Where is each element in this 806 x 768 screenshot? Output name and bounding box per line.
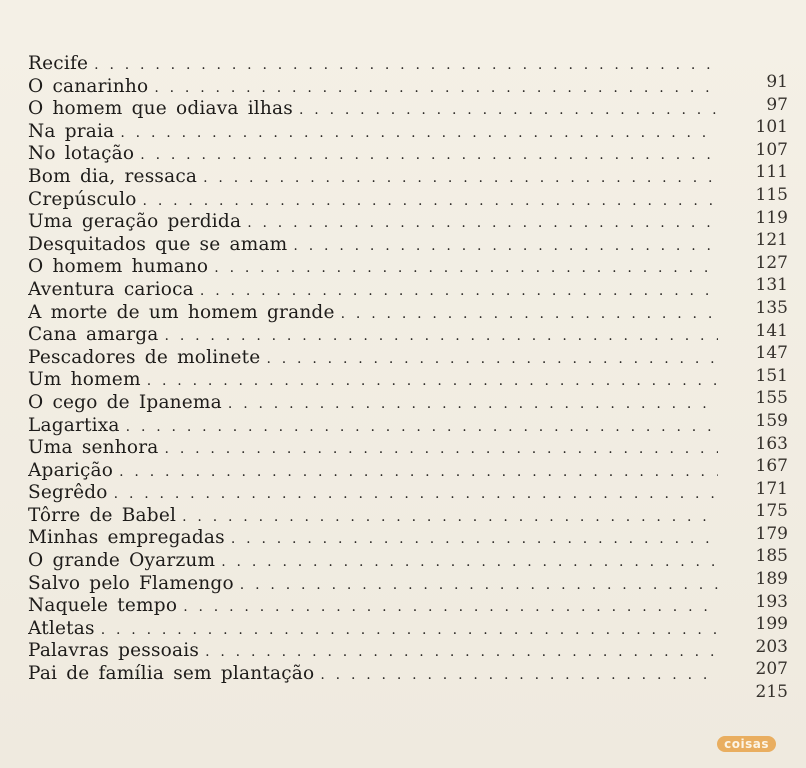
toc-entry-page: 199 — [755, 614, 788, 635]
toc-entry-title: A morte de um homem grande — [28, 301, 335, 323]
dot-leader — [228, 393, 718, 416]
dot-leader — [203, 167, 718, 190]
toc-entry-title: Uma senhora — [28, 437, 159, 459]
dot-leader — [341, 303, 718, 326]
toc-entry-title: O grande Oyarzum — [28, 550, 216, 572]
toc-entry-page: 107 — [755, 139, 788, 160]
toc-entry-page: 171 — [755, 478, 788, 499]
dot-leader — [165, 325, 718, 348]
toc-entry-page: 151 — [755, 365, 788, 386]
dot-leader — [221, 551, 718, 574]
toc-entry-title: O homem que odiava ilhas — [28, 98, 293, 120]
dot-leader — [183, 596, 718, 619]
dot-leader — [165, 438, 718, 461]
toc-entry-page: 147 — [755, 343, 788, 364]
toc-entry-title: Salvo pelo Flamengo — [28, 572, 234, 594]
dot-leader — [114, 483, 718, 506]
toc-entry-title: Recife — [28, 53, 89, 74]
toc-entry-page: 163 — [755, 433, 788, 454]
toc-entry-page: 97 — [766, 94, 788, 115]
toc-entry-page: 155 — [755, 388, 788, 409]
toc-entry-title: Desquitados que se amam — [28, 233, 288, 255]
dot-leader — [266, 348, 718, 371]
toc-entry-title: O homem humano — [28, 256, 209, 278]
toc-entry-page: 179 — [755, 523, 788, 544]
toc-entry-page: 189 — [755, 569, 788, 590]
toc-entry-page: 119 — [755, 207, 788, 228]
toc-entry-title: Bom dia, ressaca — [28, 165, 198, 187]
toc-entry-title: Aventura carioca — [28, 278, 194, 300]
toc-entry-title: Pescadores de molinete — [28, 346, 261, 368]
toc-entry-page: 159 — [755, 410, 788, 431]
toc-entry-title: Na praia — [28, 120, 115, 142]
toc-entry-title: Pai de família sem plantação — [28, 663, 315, 685]
toc-entry-title: O canarinho — [28, 75, 149, 97]
toc-entry-page: 193 — [755, 591, 788, 612]
toc-entry-title: Palavras pessoais — [28, 640, 200, 662]
toc-entry-page: 101 — [755, 117, 788, 138]
toc-entry-page: 111 — [755, 162, 788, 183]
dot-leader — [182, 506, 718, 529]
dot-leader — [214, 257, 718, 280]
toc-entry-title: Tôrre de Babel — [28, 504, 177, 526]
toc-entry-page: 185 — [755, 546, 788, 567]
dot-leader — [299, 99, 718, 122]
toc-entry-title: Aparição — [28, 459, 114, 481]
toc-entry-title: No lotação — [28, 143, 135, 165]
dot-leader — [126, 416, 718, 439]
dot-leader — [101, 619, 718, 642]
toc-entry-page: 141 — [755, 320, 788, 341]
toc-entry-title: Cana amarga — [28, 324, 159, 346]
toc-entry-page: 91 — [766, 72, 788, 92]
dot-leader — [320, 664, 718, 687]
toc-entry-title: Segrêdo — [28, 482, 108, 504]
toc-entry-page: 167 — [755, 456, 788, 477]
toc-entry-page: 115 — [755, 184, 788, 205]
toc-entry-title: Uma geração perdida — [28, 211, 242, 233]
toc-entry-page: 203 — [755, 636, 788, 657]
toc-entry-page: 121 — [755, 230, 788, 251]
watermark-logo: coisas — [717, 736, 776, 752]
toc-entry-page: 131 — [755, 275, 788, 296]
toc-entry-page: 127 — [755, 252, 788, 273]
dot-leader — [293, 235, 718, 258]
toc-entry-title: Um homem — [28, 369, 141, 391]
dot-leader — [200, 280, 718, 303]
toc-entry-title: Naquele tempo — [28, 595, 178, 617]
dot-leader — [120, 122, 718, 145]
dot-leader — [119, 461, 718, 484]
dot-leader — [247, 212, 718, 235]
toc-entry — [28, 663, 788, 703]
toc-entry-title: Crepúsculo — [28, 188, 137, 210]
dot-leader — [143, 190, 718, 213]
table-of-contents — [28, 53, 788, 703]
toc-entry-title: Lagartixa — [28, 414, 120, 436]
toc-entry-title: Minhas empregadas — [28, 527, 225, 549]
dot-leader — [147, 370, 718, 393]
dot-leader — [240, 574, 718, 597]
toc-entry-title: Atletas — [28, 617, 95, 639]
toc-entry-page: 135 — [755, 297, 788, 318]
toc-entry-page: 175 — [755, 501, 788, 522]
dot-leader — [94, 54, 718, 77]
dot-leader — [205, 641, 718, 664]
dot-leader — [154, 77, 718, 100]
dot-leader — [140, 144, 718, 167]
dot-leader — [231, 528, 718, 551]
toc-entry-page: 207 — [755, 659, 788, 680]
toc-entry-title: O cego de Ipanema — [28, 391, 222, 413]
toc-entry-page: 215 — [755, 682, 788, 703]
